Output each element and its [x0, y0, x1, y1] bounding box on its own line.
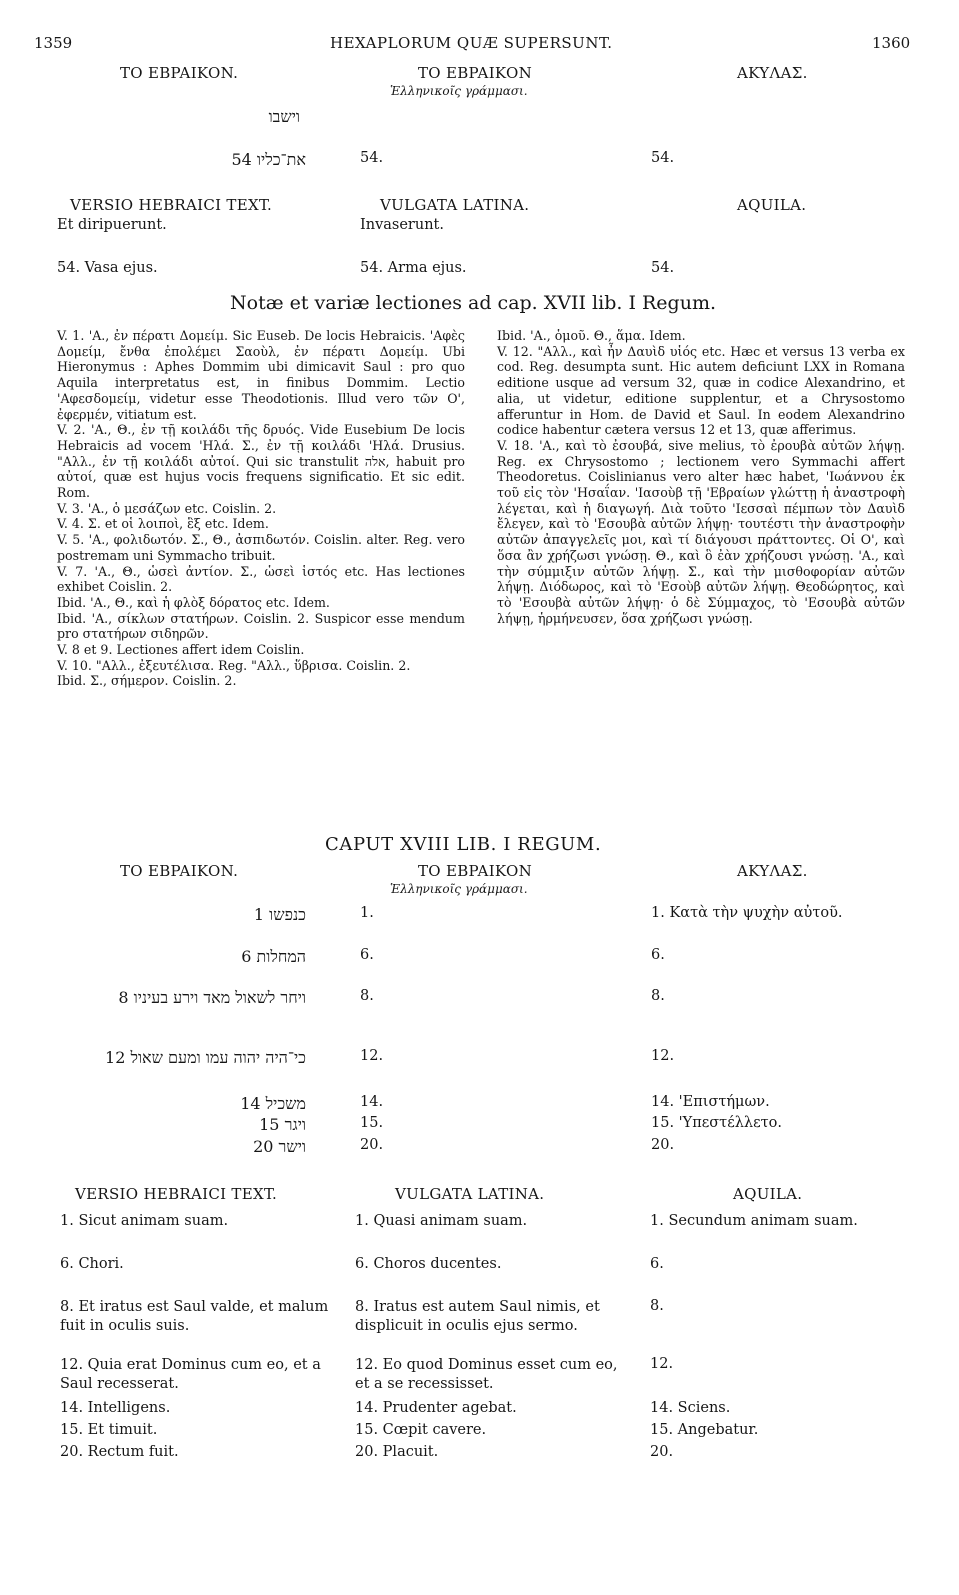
- vulgata-title: VULGATA LATINA.: [380, 196, 530, 214]
- greek-row-54: 54.: [360, 150, 384, 166]
- caput-title: CAPUT XVIII LIB. I REGUM.: [325, 834, 602, 855]
- aquila-entry: 1. Secundum animam suam.: [650, 1213, 858, 1229]
- aquila-title: AQUILA.: [737, 196, 807, 214]
- hebrew-row: המחלות 6: [241, 947, 306, 966]
- note-paragraph: V. 3. 'A., ὁ μεσάζων etc. Coislin. 2.: [57, 500, 277, 516]
- notes-left-column: [57, 328, 465, 689]
- aquila-entry: 14. Sciens.: [650, 1400, 731, 1416]
- greek-letters-row: 14.: [360, 1094, 384, 1110]
- hebrew-row: כי־היה יהוה עמו ומעם שאול 12: [105, 1048, 306, 1067]
- caput-versio-title: VERSIO HEBRAICI TEXT.: [75, 1185, 278, 1203]
- aquila-row: 6.: [651, 947, 665, 963]
- greek-letters-row: 8.: [360, 988, 374, 1004]
- hebrew-row: כנפשו 1: [253, 905, 306, 924]
- aquila-entry: 12.: [650, 1356, 674, 1372]
- col-hebrew-title: TO EBPAIKON.: [120, 64, 239, 82]
- aquila-row-54: 54.: [651, 150, 675, 166]
- vulgata-entry: 15. Cœpit cavere.: [355, 1422, 487, 1438]
- note-paragraph: Ibid. 'A., σίκλων στατήρων. Coislin. 2. Suspicor esse mendum pro στατήρων σιδηρῶν.: [57, 610, 465, 642]
- note-paragraph: V. 8 et 9. Lectiones affert idem Coislin.: [57, 642, 305, 658]
- aquila-row: 12.: [651, 1048, 675, 1064]
- aquila-entry: 15. Angebatur.: [650, 1422, 759, 1438]
- note-paragraph: V. 18. 'A., καὶ τὸ ἐσουβά, sive melius, τὸ ἐρουβὰ αὐτῶν λήψῃ. Reg. ex Chrysostomo ; lectionem vero Symmachi affert Theodoretus. Coislinianus vero alter hæc habet, 'Ιωάννου ἐκ τοῦ εἰς τὸν 'Ησαΐαν. 'Ιασοὺβ τῇ 'Εβραίων γλώττῃ ἡ ἀναστροφὴ λέγεται, καὶ ἡ διαγωγή. Διὰ τοῦτο 'Ιεσσαὶ πέμπων τὸν Δαυὶδ ἔλεγεν, καὶ τὸ 'Εσουβὰ αὐτῶν λήψῃ· τουτέστι τὴν ἀναστροφὴν αὐτῶν ἀπαγγελεῖς μοι, καὶ τί διάγουσι πράττοντες. Οἱ Ο', καὶ ὅσα ἂν χρήζωσι γνώσῃ. Θ., καὶ ὃ ἐὰν χρήζουσι γνώσῃ. 'A., καὶ τὴν σύμμιξιν αὐτῶν λήψῃ. Σ., καὶ τὴν μισθοφορίαν αὐτῶν λήψῃ. Διόδωρος, καὶ τὸ 'Εσοὺβ αὐτῶν λήψῃ. Θεοδώρητος, καὶ τὸ 'Εσουβὰ αὐτῶν λήψῃ· ὁ δὲ Σύμμαχος, τὸ 'Εσουβὰ αὐτῶν λήψῃ, ἡρμήνευσεν, ὅσα χρήζωσι γνώσῃ.: [497, 437, 905, 626]
- vulgata-line-1: Invaserunt.: [360, 217, 444, 233]
- notes-right-column: [497, 328, 905, 626]
- note-paragraph: V. 1. 'A., ἐν πέρατι Δομείμ. Sic Euseb. De locis Hebraicis. 'Αφὲς Δομείμ, ἔνθα ἐπολέμει Σαοὺλ, ἐν πέρατι Δομείμ. Ubi Hieronymus : Aphes Dommim ubi dimicavit Saul : pro quo Aquila interpretatus est, in finibus Dommim. Lectio 'Αφεσδομείμ, videtur esse Theodotionis. Illud vero τῶν Ο', ἐφερμέν, vitiatum est.: [57, 328, 465, 422]
- vulgata-entry: 1. Quasi animam suam.: [355, 1213, 528, 1229]
- versio-entry: 1. Sicut animam suam.: [60, 1213, 229, 1229]
- aquila-line-2: 54.: [651, 260, 675, 276]
- note-paragraph: V. 5. 'A., φολιδωτόν. Σ., Θ., ἀσπιδωτόν. Coislin. alter. Reg. vero postremam uni Symmacho tribuit.: [57, 532, 465, 563]
- aquila-row: 14. 'Επιστήμων.: [651, 1094, 770, 1110]
- aquila-row: 1. Κατὰ τὴν ψυχὴν αὐτοῦ.: [651, 905, 843, 921]
- vulgata-entry: 14. Prudenter agebat.: [355, 1400, 517, 1416]
- col-aquila-title: AKYΛAΣ.: [737, 64, 808, 82]
- caput-vulgata-title: VULGATA LATINA.: [395, 1185, 545, 1203]
- vulgata-entry: 20. Placuit.: [355, 1444, 439, 1460]
- caput-col-hebrew-title: TO EBPAIKON.: [120, 862, 239, 880]
- running-title: HEXAPLORUM QUÆ SUPERSUNT.: [330, 34, 613, 52]
- greek-letters-row: 15.: [360, 1115, 384, 1131]
- vulgata-line-2: 54. Arma ejus.: [360, 260, 467, 276]
- versio-entry: 8. Et iratus est Saul valde, et malum fuit in oculis suis.: [60, 1299, 329, 1334]
- greek-letters-row: 6.: [360, 947, 374, 963]
- caput-col-greek-subtitle: Ἑλληνικοῖς γράμμασι.: [390, 882, 528, 896]
- caput-col-aquila-title: AKYΛAΣ.: [737, 862, 808, 880]
- versio-entry: 15. Et timuit.: [60, 1422, 158, 1438]
- note-paragraph: V. 7. 'A., Θ., ὡσεὶ ἀντίον. Σ., ὡσεὶ ἱστός etc. Has lectiones exhibet Coislin. 2.: [57, 563, 465, 595]
- hebrew-row: ויחר לשאול מאד וירע בעיניו 8: [118, 988, 306, 1007]
- note-paragraph: Ibid. 'A., ὁμοῦ. Θ., ἅμα. Idem.: [497, 328, 686, 343]
- note-paragraph: Ibid. Σ., σήμερον. Coislin. 2.: [57, 673, 237, 689]
- vulgata-entry: 8. Iratus est autem Saul nimis, et displicuit in oculis ejus sermo.: [355, 1299, 600, 1334]
- note-paragraph: V. 12. "Αλλ., καὶ ἦν Δαυὶδ υἱός etc. Hæc et versus 13 verba ex cod. Reg. desumpta sunt. Hic autem deficiunt LXX in Romana editione usque ad versum 32, quæ in codice Alexandrino, et alia, ut videtur, editione supplentur, et a Chrysostomo afferuntur in Hom. de David et Saul. In eodem Alexandrino codice habentur cætera versus 12 et 13, quæ afferimus.: [497, 343, 905, 438]
- versio-line-1: Et diripuerunt.: [57, 217, 167, 233]
- aquila-entry: 20.: [650, 1444, 674, 1460]
- note-paragraph: V. 4. Σ. et οἱ λοιποὶ, ἓξ etc. Idem.: [57, 516, 269, 532]
- aquila-entry: 6.: [650, 1256, 664, 1272]
- caput-col-greek-title: TO EBPAIKON: [418, 862, 533, 880]
- page-number-left: 1359: [34, 34, 73, 52]
- hebrew-row: וישר 20: [253, 1137, 306, 1156]
- vulgata-entry: 6. Choros ducentes.: [355, 1256, 502, 1272]
- versio-title: VERSIO HEBRAICI TEXT.: [70, 196, 273, 214]
- greek-letters-row: 1.: [360, 905, 374, 921]
- note-paragraph: V. 10. "Αλλ., ἐξευτέλισα. Reg. "Αλλ., ὕβρισα. Coislin. 2.: [57, 657, 411, 673]
- aquila-row: 20.: [651, 1137, 675, 1153]
- notes-title: Notæ et variæ lectiones ad cap. XVII lib. I Regum.: [230, 292, 717, 314]
- page-number-right: 1360: [872, 34, 911, 52]
- versio-line-2: 54. Vasa ejus.: [57, 260, 158, 276]
- note-paragraph: Ibid. 'A., Θ., καὶ ἡ φλὸξ δόρατος etc. Idem.: [57, 594, 330, 610]
- hebrew-row: משכיל 14: [240, 1094, 306, 1113]
- versio-entry: 14. Intelligens.: [60, 1400, 171, 1416]
- hebrew-row: ויגר 15: [259, 1115, 306, 1134]
- note-paragraph: V. 2. 'A., Θ., ἐν τῇ κοιλάδι τῆς δρυός. Vide Eusebium De locis Hebraicis ad vocem 'Ηλά. Σ., ἐν τῇ κοιλάδι 'Ηλά. Drusius. "Αλλ., ἐν τῇ κοιλάδι αὐτοί. Qui sic transtulit אלה, habuit pro αὐτοί, quæ est hujus vocis frequens significatio. Et sic edit. Rom.: [57, 422, 465, 501]
- versio-entry: 20. Rectum fuit.: [60, 1444, 179, 1460]
- col-greek-letters-title: TO EBPAIKON: [418, 64, 533, 82]
- versio-entry: 12. Quia erat Dominus cum eo, et a Saul recesserat.: [60, 1357, 321, 1392]
- aquila-row: 15. 'Υπεστέλλετο.: [651, 1115, 782, 1131]
- caput-aquila-title: AQUILA.: [733, 1185, 803, 1203]
- hebrew-word: וישבו: [268, 107, 300, 126]
- col-greek-letters-subtitle: Ἑλληνικοῖς γράμμασι.: [390, 84, 528, 98]
- aquila-entry: 8.: [650, 1298, 664, 1314]
- hebrew-row-54: את־כליו 54: [231, 150, 306, 169]
- greek-letters-row: 20.: [360, 1137, 384, 1153]
- versio-entry: 6. Chori.: [60, 1256, 124, 1272]
- greek-letters-row: 12.: [360, 1048, 384, 1064]
- vulgata-entry: 12. Eo quod Dominus esset cum eo, et a se recessisset.: [355, 1357, 618, 1392]
- aquila-row: 8.: [651, 988, 665, 1004]
